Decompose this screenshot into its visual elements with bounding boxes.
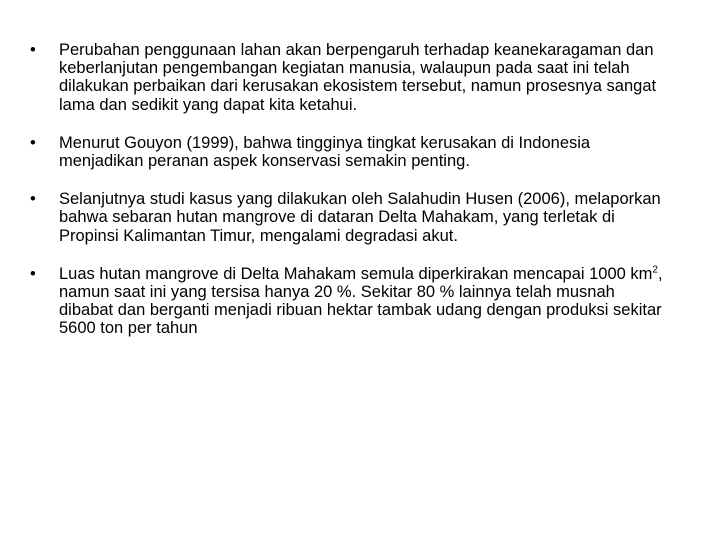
bullet-icon: • <box>30 133 36 152</box>
bullet-item-gouyon <box>30 134 670 170</box>
bullet-icon: • <box>30 264 36 283</box>
bullet-text-before-superscript: Luas hutan mangrove di Delta Mahakam semula diperkirakan mencapai 1000 km <box>59 264 653 283</box>
bullet-item-mangrove-area <box>30 265 670 338</box>
bullet-icon: • <box>30 190 36 209</box>
bullet-text: Perubahan penggunaan lahan akan berpengaruh terhadap keanekaragaman dan keberlanjutan pengembangan kegiatan manusia, walaupun pada saat ini telah dilakukan perbaikan dari kerusakan ekosistem tersebut, namun prosesnya sangat lama dan sedikit yang dapat kita ketahui. <box>59 41 657 114</box>
bullet-text: Selanjutnya studi kasus yang dilakukan oleh Salahudin Husen (2006), melaporkan bahwa sebaran hutan mangrove di dataran Delta Mahakam, yang terletak di Propinsi Kalimantan Timur, mengalami degradasi akut. <box>59 190 661 245</box>
bullet-text <box>59 265 670 338</box>
area-superscript: 2 <box>652 264 658 276</box>
bullet-text-after-superscript: , namun saat ini yang tersisa hanya 20 %. Sekitar 80 % lainnya telah musnah dibabat dan berganti menjadi ribuan hektar tambak udang dengan produksi sekitar 5600 ton per tahun <box>59 264 663 338</box>
bullet-list <box>30 41 670 338</box>
bullet-icon: • <box>30 41 36 59</box>
bullet-item-case-study <box>30 190 670 245</box>
bullet-text: Menurut Gouyon (1999), bahwa tingginya tingkat kerusakan di Indonesia menjadikan peranan aspek konservasi semakin penting. <box>59 133 591 171</box>
bullet-item-land-use <box>30 41 670 114</box>
